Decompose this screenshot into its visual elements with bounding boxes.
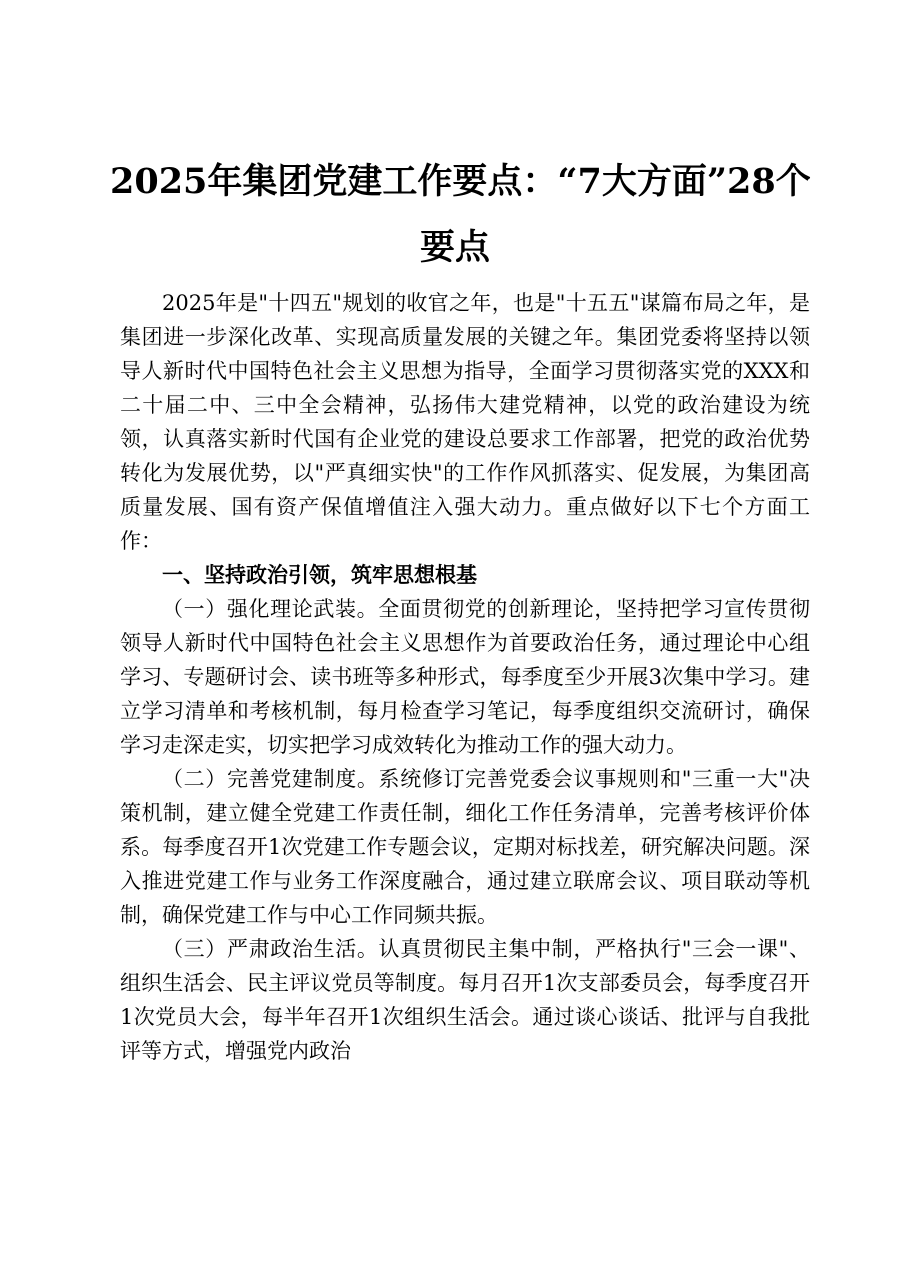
intro-paragraph: 2025年是"十四五"规划的收官之年，也是"十五五"谋篇布局之年，是集团进一步深化改革、实现高质量发展的关键之年。集团党委将坚持以领导人新时代中国特色社会主义思想为指导，全面学习贯彻落实党的XXX和二十届二中、三中全会精神，弘扬伟大建党精神，以党的政治建设为统领，认真落实新时代国有企业党的建设总要求工作部署，把党的政治优势转化为发展优势，以"严真细实快"的工作作风抓落实、促发展，为集团高质量发展、国有资产保值增值注入强大动力。重点做好以下七个方面工作： (120, 291, 810, 553)
item-paragraph-1: （一）强化理论武装。全面贯彻党的创新理论，坚持把学习宣传贯彻领导人新时代中国特色社会主义思想作为首要政治任务，通过理论中心组学习、专题研讨会、读书班等多种形式，每季度至少开展3次集中学习。建立学习清单和考核机制，每月检查学习笔记，每季度组织交流研讨，确保学习走深走实，切实把学习成效转化为推动工作的强大动力。 (120, 597, 810, 757)
section-heading-1: 一、坚持政治引领，筑牢思想根基 (162, 562, 477, 587)
document-title-line-1: 2025年集团党建工作要点：“7大方面”28个 (110, 161, 811, 202)
item-paragraph-2: （二）完善党建制度。系统修订完善党委会议事规则和"三重一大"决策机制，建立健全党建工作责任制，细化工作任务清单，完善考核评价体系。每季度召开1次党建工作专题会议，定期对标找差，研究解决问题。深入推进党建工作与业务工作深度融合，通过建立联席会议、项目联动等机制，确保党建工作与中心工作同频共振。 (120, 767, 810, 927)
document-title-line-2: 要点 (419, 227, 490, 268)
document-body (120, 286, 810, 1068)
item-paragraph-3: （三）严肃政治生活。认真贯彻民主集中制，严格执行"三会一课"、组织生活会、民主评议党员等制度。每月召开1次支部委员会，每季度召开1次党员大会，每半年召开1次组织生活会。通过谈心谈话、批评与自我批评等方式，增强党内政治 (120, 937, 810, 1063)
